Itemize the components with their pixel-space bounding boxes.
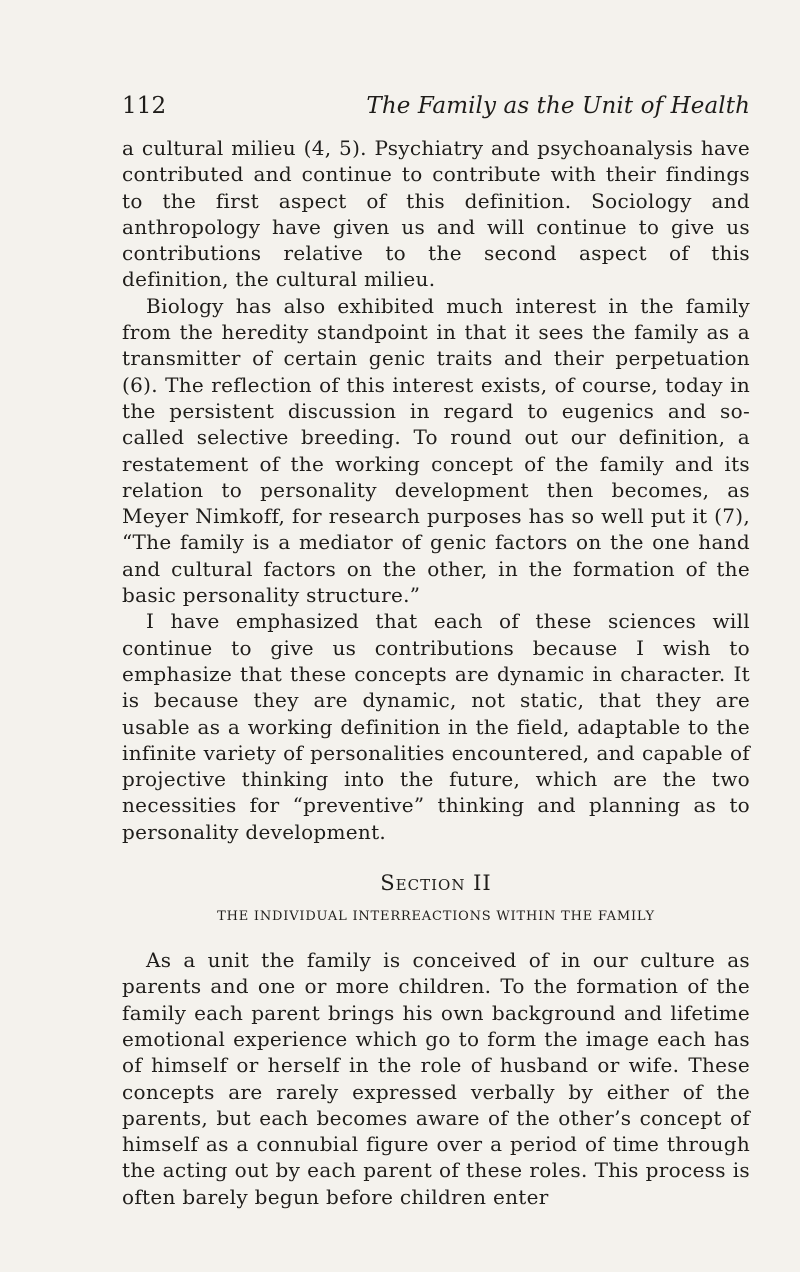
section-subheading: THE INDIVIDUAL INTERREACTIONS WITHIN THE FAMILY	[217, 909, 655, 925]
section-heading: Section II	[380, 871, 492, 896]
running-title: The Family as the Unit of Health	[366, 93, 750, 119]
paragraph-family-unit: As a unit the family is conceived of in our culture as parents and one or more children. To the formation of the family each parent brings his own background and lifetime emotional experience which go to form the image each has of himself or herself in the role of husband or wife. These concepts are rarely expressed verbally by either of the parents, but each becomes aware of the other’s concept of himself as a connubial figure over a period of time through the acting out by each parent of these roles. This process is often barely begun before children enter	[122, 948, 750, 1209]
body-text	[122, 135, 750, 1210]
book-page	[122, 93, 750, 1210]
paragraph-dynamic-concepts: I have emphasized that each of these sciences will continue to give us contributions because I wish to emphasize that these concepts are dynamic in character. It is because they are dynamic, not static, that they are usable as a working definition in the field, adaptable to the infinite variety of personalities encountered, and capable of projective thinking into the future, which are the two necessities for “preventive” thinking and planning as to personality development.	[122, 609, 750, 844]
paragraph-continuation: a cultural milieu (4, 5). Psychiatry and psychoanalysis have contributed and continue to contribute with their findings to the first aspect of this definition. Sociology and anthropology have given us and will continue to give us contributions relative to the second aspect of this definition, the cultural milieu.	[122, 136, 750, 292]
running-head	[122, 93, 750, 135]
page-number: 112	[122, 93, 167, 119]
paragraph-biology: Biology has also exhibited much interest in the family from the heredity standpoint in that it sees the family as a transmitter of certain genic traits and their perpetuation (6). The reflection of this interest exists, of course, today in the persistent discussion in regard to eugenics and so-called selective breeding. To round out our definition, a restatement of the working concept of the family and its relation to personality development then becomes, as Meyer Nimkoff, for research purposes has so well put it (7), “The family is a mediator of genic factors on the one hand and cultural factors on the other, in the formation of the basic personality structure.”	[122, 293, 750, 608]
